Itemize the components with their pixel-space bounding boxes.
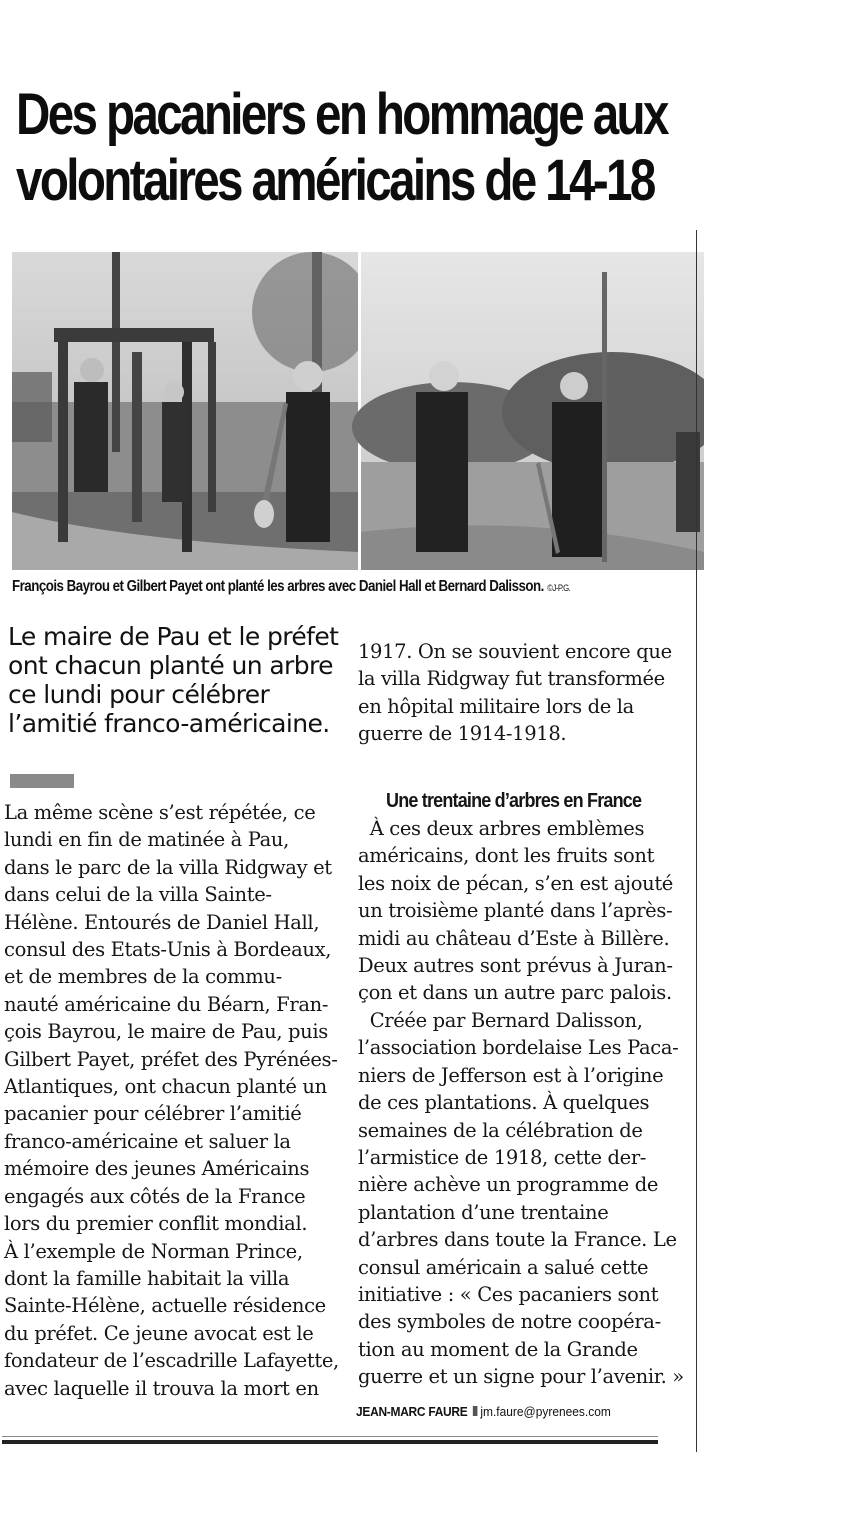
footer-rule-thin — [2, 1436, 658, 1437]
body-line: guerre et un signe pour l’avenir. » — [358, 1365, 684, 1389]
article-column-2 — [358, 638, 698, 1391]
body-line: fondateur de l’escadrille Lafayette, — [4, 1349, 339, 1373]
article-column-1 — [4, 799, 339, 1402]
body-line: niers de Jefferson est à l’origine — [358, 1063, 664, 1087]
byline-email[interactable]: jm.faure@pyrenees.com — [480, 1404, 611, 1419]
body-line: avec laquelle il trouva la mort en — [4, 1376, 319, 1400]
body-line: un troisième planté dans l’après- — [358, 899, 673, 923]
body-line: La même scène s’est répétée, ce — [4, 801, 316, 824]
photo-illustration — [12, 252, 704, 570]
body-line: dans le parc de la villa Ridgway et — [4, 855, 332, 879]
headline-line: Des pacaniers en hommage aux — [16, 82, 667, 147]
body-line: la villa Ridgway fut transformée — [358, 667, 665, 691]
body-line: lors du premier conflit mondial. — [4, 1212, 308, 1236]
body-line: tion au moment de la Grande — [358, 1337, 638, 1361]
photo-credit: ©J-P.G. — [547, 583, 571, 593]
subheading: Une trentaine d’arbres en France — [386, 789, 642, 812]
photo-caption — [12, 578, 700, 596]
caption-text: François Bayrou et Gilbert Payet ont planté les arbres avec Daniel Hall et Bernard Dalisson. — [12, 578, 544, 595]
article-lead — [8, 622, 338, 738]
body-line: engagés aux côtés de la France — [4, 1184, 306, 1208]
body-line: nauté américaine du Béarn, Fran- — [4, 992, 329, 1016]
paragraph-gap — [358, 748, 698, 788]
lead-line: ce lundi pour célébrer — [8, 680, 270, 709]
body-line: plantation d’une trentaine — [358, 1200, 609, 1224]
section-marker — [10, 774, 74, 788]
body-line: Atlantiques, ont chacun planté un — [4, 1075, 327, 1099]
body-line: consul américain a salué cette — [358, 1255, 649, 1279]
body-line: Sainte-Hélène, actuelle résidence — [4, 1294, 326, 1318]
body-line: des symboles de notre coopéra- — [358, 1310, 661, 1334]
footer-rule — [2, 1440, 658, 1444]
body-line: en hôpital militaire lors de la — [358, 694, 634, 718]
article-photo — [12, 252, 704, 570]
body-line: À l’exemple de Norman Prince, — [4, 1239, 303, 1263]
body-line: américains, dont les fruits sont — [358, 844, 655, 868]
body-line: çon et dans un autre parc palois. — [358, 981, 672, 1005]
body-line: l’association bordelaise Les Paca- — [358, 1036, 679, 1060]
body-line: l’armistice de 1918, cette der- — [358, 1145, 647, 1169]
body-line: dans celui de la villa Sainte- — [4, 883, 272, 907]
body-line: midi au château d’Este à Billère. — [358, 926, 670, 950]
body-line: semaines de la célébration de — [358, 1118, 643, 1142]
body-line: les noix de pécan, s’en est ajouté — [358, 871, 673, 895]
lead-line: Le maire de Pau et le préfet — [8, 622, 339, 651]
body-line: çois Bayrou, le maire de Pau, puis — [4, 1020, 328, 1044]
body-line: À ces deux arbres emblèmes — [358, 817, 645, 841]
body-line: Créée par Bernard Dalisson, — [358, 1008, 643, 1032]
column-rule — [696, 230, 697, 1452]
article-headline — [16, 82, 667, 214]
body-line: consul des Etats-Unis à Bordeaux, — [4, 938, 332, 962]
body-line: Gilbert Payet, préfet des Pyrénées- — [4, 1047, 338, 1071]
body-line: et de membres de la commu- — [4, 965, 282, 989]
body-line: initiative : « Ces pacaniers sont — [358, 1282, 659, 1306]
body-line: pacanier pour célébrer l’amitié — [4, 1102, 302, 1126]
email-marker-icon — [473, 1406, 478, 1416]
lead-line: l’amitié franco-américaine. — [8, 709, 330, 738]
lead-line: ont chacun planté un arbre — [8, 651, 333, 680]
body-line: franco-américaine et saluer la — [4, 1129, 291, 1153]
body-line: d’arbres dans toute la France. Le — [358, 1228, 677, 1252]
body-line: du préfet. Ce jeune avocat est le — [4, 1321, 314, 1345]
byline-author: JEAN-MARC FAURE — [356, 1404, 468, 1419]
body-line: 1917. On se souvient encore que — [358, 640, 672, 663]
body-line: guerre de 1914-1918. — [358, 722, 567, 746]
headline-line: volontaires américains de 14-18 — [16, 148, 654, 213]
body-line: nière achève un programme de — [358, 1173, 659, 1197]
body-line: de ces plantations. À quelques — [358, 1091, 650, 1115]
body-line: mémoire des jeunes Américains — [4, 1157, 310, 1181]
body-line: dont la famille habitait la villa — [4, 1266, 290, 1290]
body-line: lundi en fin de matinée à Pau, — [4, 828, 289, 852]
body-line: Hélène. Entourés de Daniel Hall, — [4, 910, 320, 934]
body-line: Deux autres sont prévus à Juran- — [358, 954, 673, 978]
byline — [356, 1404, 611, 1419]
